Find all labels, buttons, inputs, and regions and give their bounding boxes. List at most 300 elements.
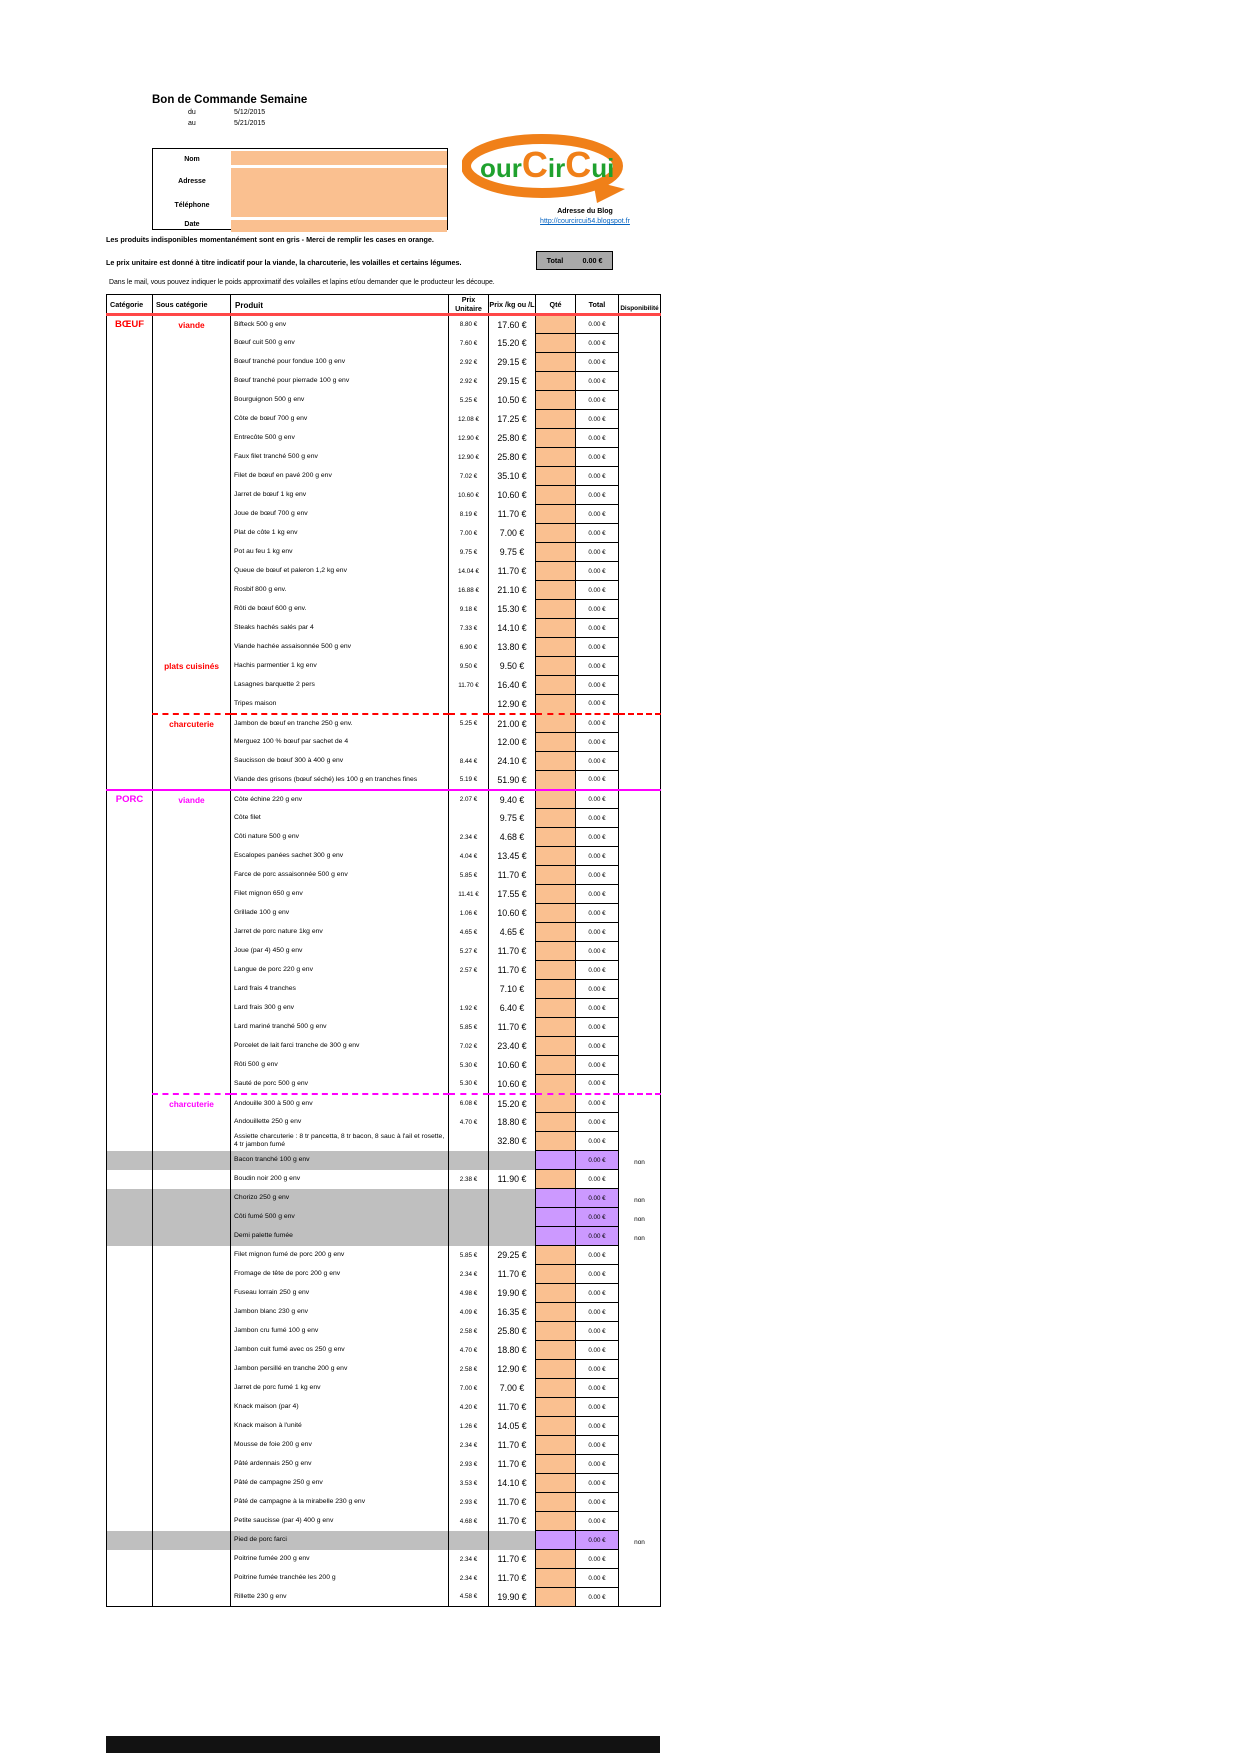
cell-product: Escalopes panées sachet 300 g env [231,847,449,866]
cell-qty-input[interactable] [536,1341,576,1360]
cell-subcategory [153,1322,231,1341]
cell-availability [619,733,661,752]
cell-qty-input[interactable] [536,1322,576,1341]
cell-qty-input[interactable] [536,1398,576,1417]
cell-subcategory [153,1303,231,1322]
table-row [107,391,661,410]
cell-subcategory: charcuterie [153,1094,231,1113]
cell-subcategory [153,676,231,695]
cell-subcategory: viande [153,315,231,334]
cell-availability: non [619,1189,661,1208]
cell-qty-input[interactable] [536,353,576,372]
cell-kg-price: 10.60 € [489,1075,536,1094]
cell-qty-input[interactable] [536,315,576,334]
cell-unit-price [449,1151,489,1170]
cell-qty-input[interactable] [536,524,576,543]
cell-subcategory [153,638,231,657]
cell-product: Bœuf cuit 500 g env [231,334,449,353]
cell-availability [619,1132,661,1151]
cell-qty-input[interactable] [536,866,576,885]
cell-unit-price: 2.57 € [449,961,489,980]
cell-qty-input[interactable] [536,1189,576,1208]
cell-qty-input[interactable] [536,771,576,790]
cell-qty-input[interactable] [536,638,576,657]
cell-availability [619,828,661,847]
cell-qty-input[interactable] [536,1094,576,1113]
cell-category [107,353,153,372]
cell-qty-input[interactable] [536,828,576,847]
cell-qty-input[interactable] [536,676,576,695]
cell-availability [619,942,661,961]
cell-total: 0.00 € [576,1189,619,1208]
cell-category [107,676,153,695]
cell-qty-input[interactable] [536,695,576,714]
cell-availability [619,619,661,638]
cell-total: 0.00 € [576,467,619,486]
cell-qty-input[interactable] [536,1531,576,1550]
cell-subcategory [153,353,231,372]
cell-unit-price [449,1208,489,1227]
cell-kg-price: 11.70 € [489,505,536,524]
cell-total: 0.00 € [576,410,619,429]
cell-qty-input[interactable] [536,1170,576,1189]
cell-qty-input[interactable] [536,809,576,828]
cell-total: 0.00 € [576,1208,619,1227]
cell-qty-input[interactable] [536,372,576,391]
cell-kg-price: 24.10 € [489,752,536,771]
cell-product: Rillette 230 g env [231,1588,449,1607]
cell-availability [619,524,661,543]
cell-subcategory [153,1018,231,1037]
cell-product: Petite saucisse (par 4) 400 g env [231,1512,449,1531]
cell-qty-input[interactable] [536,429,576,448]
table-row [107,581,661,600]
table-row [107,353,661,372]
cell-subcategory [153,1493,231,1512]
cell-category [107,486,153,505]
cell-qty-input[interactable] [536,1151,576,1170]
cell-product: Rosbif 800 g env. [231,581,449,600]
cell-category [107,1531,153,1550]
cell-subcategory [153,923,231,942]
cell-category [107,942,153,961]
cell-qty-input[interactable] [536,1569,576,1588]
cell-qty-input[interactable] [536,923,576,942]
cell-subcategory [153,1075,231,1094]
cell-availability [619,562,661,581]
cell-qty-input[interactable] [536,1246,576,1265]
cell-qty-input[interactable] [536,1493,576,1512]
cell-kg-price: 15.20 € [489,334,536,353]
cell-qty-input[interactable] [536,410,576,429]
cell-total: 0.00 € [576,1474,619,1493]
cell-product: Jarret de porc fumé 1 kg env [231,1379,449,1398]
date-field-label: Date [184,221,200,228]
cell-qty-input[interactable] [536,391,576,410]
cell-unit-price: 5.25 € [449,714,489,733]
cell-availability [619,752,661,771]
cell-product: Joue (par 4) 450 g env [231,942,449,961]
cell-subcategory [153,391,231,410]
cell-subcategory [153,543,231,562]
table-row [107,1151,661,1170]
cell-kg-price: 11.70 € [489,562,536,581]
cell-qty-input[interactable] [536,1303,576,1322]
cell-kg-price [489,1531,536,1550]
cell-qty-input[interactable] [536,1056,576,1075]
cell-product: Langue de porc 220 g env [231,961,449,980]
logo-text: ourCirCui [480,144,615,185]
cell-total: 0.00 € [576,961,619,980]
header-total: Total [576,295,619,315]
table-row [107,600,661,619]
cell-product: Jambon persillé en tranche 200 g env [231,1360,449,1379]
table-row [107,657,661,676]
cell-category [107,1189,153,1208]
cell-product: Filet mignon fumé de porc 200 g env [231,1246,449,1265]
cell-qty-input[interactable] [536,714,576,733]
cell-total: 0.00 € [576,1341,619,1360]
cell-unit-price: 5.19 € [449,771,489,790]
cell-qty-input[interactable] [536,1018,576,1037]
header-qty: Qté [536,295,576,315]
table-row [107,714,661,733]
cell-kg-price: 11.70 € [489,1512,536,1531]
cell-qty-input[interactable] [536,486,576,505]
cell-total: 0.00 € [576,1379,619,1398]
cell-category [107,1455,153,1474]
cell-product: Pâté de campagne 250 g env [231,1474,449,1493]
cell-qty-input[interactable] [536,334,576,353]
cell-total: 0.00 € [576,562,619,581]
cell-qty-input[interactable] [536,619,576,638]
cell-qty-input[interactable] [536,1474,576,1493]
cell-product: Plat de côte 1 kg env [231,524,449,543]
cell-unit-price [449,1531,489,1550]
cell-kg-price: 11.90 € [489,1170,536,1189]
cell-qty-input[interactable] [536,1132,576,1151]
cell-subcategory [153,1113,231,1132]
cell-product: Saucisson de bœuf 300 à 400 g env [231,752,449,771]
note-mail-weight: Dans le mail, vous pouvez indiquer le poids approximatif des volailles et lapins et/ou demander que le producteur les découpe. [109,279,495,286]
cell-availability [619,1569,661,1588]
cell-unit-price: 3.53 € [449,1474,489,1493]
cell-total: 0.00 € [576,1075,619,1094]
order-period [188,107,265,129]
cell-qty-input[interactable] [536,1512,576,1531]
cell-unit-price [449,980,489,999]
table-row [107,1094,661,1113]
cell-unit-price [449,1189,489,1208]
cell-subcategory [153,847,231,866]
cell-product: Mousse de foie 200 g env [231,1436,449,1455]
period-au-label: au [188,120,196,127]
cell-total: 0.00 € [576,1018,619,1037]
cell-total: 0.00 € [576,752,619,771]
cell-subcategory [153,1360,231,1379]
cell-qty-input[interactable] [536,1227,576,1246]
cell-subcategory [153,1208,231,1227]
cell-qty-input[interactable] [536,1550,576,1569]
cell-qty-input[interactable] [536,885,576,904]
cell-subcategory [153,866,231,885]
table-row [107,695,661,714]
cell-kg-price: 13.80 € [489,638,536,657]
cell-unit-price: 5.85 € [449,866,489,885]
cell-kg-price: 21.00 € [489,714,536,733]
cell-qty-input[interactable] [536,1113,576,1132]
table-row [107,619,661,638]
cell-subcategory [153,999,231,1018]
cell-category [107,372,153,391]
cell-unit-price: 7.00 € [449,524,489,543]
cell-availability [619,885,661,904]
cell-subcategory: charcuterie [153,714,231,733]
cell-qty-input[interactable] [536,790,576,809]
cell-total: 0.00 € [576,581,619,600]
cell-subcategory [153,733,231,752]
cell-qty-input[interactable] [536,1208,576,1227]
cell-qty-input[interactable] [536,448,576,467]
cell-unit-price: 11.41 € [449,885,489,904]
table-row [107,638,661,657]
cell-total: 0.00 € [576,885,619,904]
date-field[interactable] [231,220,447,232]
cell-product: Boudin noir 200 g env [231,1170,449,1189]
cell-category [107,980,153,999]
cell-kg-price: 17.60 € [489,315,536,334]
cell-product: Lard frais 4 tranches [231,980,449,999]
cell-availability [619,1455,661,1474]
phone-field[interactable] [231,194,447,217]
cell-product: Filet de bœuf en pavé 200 g env [231,467,449,486]
cell-total: 0.00 € [576,1265,619,1284]
cell-kg-price: 4.68 € [489,828,536,847]
cell-availability [619,1341,661,1360]
cell-availability [619,1170,661,1189]
cell-kg-price: 9.50 € [489,657,536,676]
cell-qty-input[interactable] [536,999,576,1018]
cell-category [107,1588,153,1607]
cell-total: 0.00 € [576,372,619,391]
cell-qty-input[interactable] [536,1588,576,1607]
cell-category [107,1284,153,1303]
cell-kg-price: 14.05 € [489,1417,536,1436]
cell-subcategory [153,505,231,524]
cell-unit-price [449,733,489,752]
cell-kg-price: 11.70 € [489,1398,536,1417]
period-du-value: 5/12/2015 [234,109,266,116]
cell-qty-input[interactable] [536,733,576,752]
cell-product: Filet mignon 650 g env [231,885,449,904]
cell-kg-price: 11.70 € [489,1569,536,1588]
address-field[interactable] [231,168,447,194]
cell-subcategory [153,1569,231,1588]
cell-qty-input[interactable] [536,752,576,771]
cell-qty-input[interactable] [536,581,576,600]
table-row [107,429,661,448]
cell-availability [619,1550,661,1569]
cell-qty-input[interactable] [536,600,576,619]
cell-qty-input[interactable] [536,1037,576,1056]
table-row [107,733,661,752]
cell-qty-input[interactable] [536,543,576,562]
cell-availability [619,1246,661,1265]
cell-total: 0.00 € [576,904,619,923]
header-availability: Disponibilité [619,295,661,315]
cell-total: 0.00 € [576,486,619,505]
table-row [107,676,661,695]
address-field-label: Adresse [178,177,206,185]
cell-total: 0.00 € [576,429,619,448]
cell-availability [619,904,661,923]
grand-total-label: Total [546,256,564,265]
cell-product: Knack maison à l'unité [231,1417,449,1436]
cell-product: Pâté ardennais 250 g env [231,1455,449,1474]
cell-availability [619,1322,661,1341]
cell-unit-price: 4.09 € [449,1303,489,1322]
cell-availability: non [619,1208,661,1227]
cell-total: 0.00 € [576,676,619,695]
cell-product: Hachis parmentier 1 kg env [231,657,449,676]
cell-subcategory [153,1398,231,1417]
table-row [107,505,661,524]
cell-category [107,1094,153,1113]
table-row [107,1246,661,1265]
cell-qty-input[interactable] [536,562,576,581]
table-row [107,961,661,980]
cell-qty-input[interactable] [536,1075,576,1094]
cell-total: 0.00 € [576,828,619,847]
cell-total: 0.00 € [576,353,619,372]
cell-availability [619,1113,661,1132]
cell-category [107,1075,153,1094]
cell-unit-price: 2.58 € [449,1322,489,1341]
cell-category [107,619,153,638]
cell-unit-price: 7.02 € [449,467,489,486]
cell-total: 0.00 € [576,1227,619,1246]
table-body [107,315,661,1607]
cell-product: Grillade 100 g env [231,904,449,923]
courcircui-logo [462,132,627,211]
cell-qty-input[interactable] [536,1417,576,1436]
cell-subcategory [153,1056,231,1075]
table-row [107,1569,661,1588]
cell-product: Bœuf tranché pour pierrade 100 g env [231,372,449,391]
table-row [107,999,661,1018]
cell-unit-price: 5.27 € [449,942,489,961]
phone-field-label: Téléphone [174,202,210,209]
cell-qty-input[interactable] [536,847,576,866]
blog-link[interactable]: http://courcircui54.blogspot.fr [540,218,630,225]
cell-unit-price: 4.58 € [449,1588,489,1607]
cell-availability [619,1379,661,1398]
cell-availability [619,1075,661,1094]
cell-category [107,1265,153,1284]
cell-qty-input[interactable] [536,657,576,676]
cell-kg-price: 15.30 € [489,600,536,619]
cell-subcategory [153,372,231,391]
table-row [107,809,661,828]
cell-subcategory [153,1512,231,1531]
cell-product: Fuseau lorrain 250 g env [231,1284,449,1303]
cell-unit-price: 1.26 € [449,1417,489,1436]
cell-unit-price: 14.04 € [449,562,489,581]
cell-product: Viande hachée assaisonnée 500 g env [231,638,449,657]
cell-kg-price: 19.90 € [489,1284,536,1303]
cell-qty-input[interactable] [536,904,576,923]
cell-product: Bifteck 500 g env [231,315,449,334]
cell-kg-price: 11.70 € [489,1493,536,1512]
cell-category [107,1512,153,1531]
cell-qty-input[interactable] [536,942,576,961]
table-row [107,1531,661,1550]
cell-qty-input[interactable] [536,1284,576,1303]
cell-total: 0.00 € [576,448,619,467]
table-row [107,1588,661,1607]
cell-availability [619,429,661,448]
cell-subcategory [153,429,231,448]
cell-category [107,1208,153,1227]
cell-qty-input[interactable] [536,1265,576,1284]
cell-product: Porcelet de lait farci tranche de 300 g env [231,1037,449,1056]
cell-qty-input[interactable] [536,961,576,980]
cell-total: 0.00 € [576,923,619,942]
cell-unit-price: 6.08 € [449,1094,489,1113]
cell-qty-input[interactable] [536,980,576,999]
cell-qty-input[interactable] [536,505,576,524]
cell-unit-price [449,1132,489,1151]
cell-product: Côte échine 220 g env [231,790,449,809]
cell-total: 0.00 € [576,1360,619,1379]
cell-kg-price: 10.60 € [489,1056,536,1075]
cell-total: 0.00 € [576,1284,619,1303]
cell-kg-price: 13.45 € [489,847,536,866]
cell-category [107,771,153,790]
name-field-label: Nom [184,156,200,163]
cell-subcategory [153,1170,231,1189]
cell-category [107,961,153,980]
cell-kg-price: 29.25 € [489,1246,536,1265]
cell-kg-price: 12.00 € [489,733,536,752]
cell-availability [619,1360,661,1379]
cell-category [107,1132,153,1151]
cell-total: 0.00 € [576,657,619,676]
cell-category [107,885,153,904]
cell-product: Assiette charcuterie : 8 tr pancetta, 8 tr bacon, 8 sauc à l'ail et rosette, 4 tr jambon fumé [231,1132,449,1151]
cell-qty-input[interactable] [536,1436,576,1455]
name-field[interactable] [231,151,447,165]
cell-subcategory [153,1379,231,1398]
cell-kg-price: 7.00 € [489,1379,536,1398]
table-row [107,334,661,353]
table-row [107,410,661,429]
cell-unit-price: 8.44 € [449,752,489,771]
cell-category [107,391,153,410]
cell-qty-input[interactable] [536,1455,576,1474]
cell-category [107,543,153,562]
cell-total: 0.00 € [576,334,619,353]
cell-subcategory [153,1455,231,1474]
cell-category [107,505,153,524]
cell-product: Bacon tranché 100 g env [231,1151,449,1170]
cell-qty-input[interactable] [536,467,576,486]
cell-total: 0.00 € [576,771,619,790]
cell-qty-input[interactable] [536,1360,576,1379]
table-row [107,828,661,847]
cell-qty-input[interactable] [536,1379,576,1398]
cell-unit-price: 2.93 € [449,1455,489,1474]
